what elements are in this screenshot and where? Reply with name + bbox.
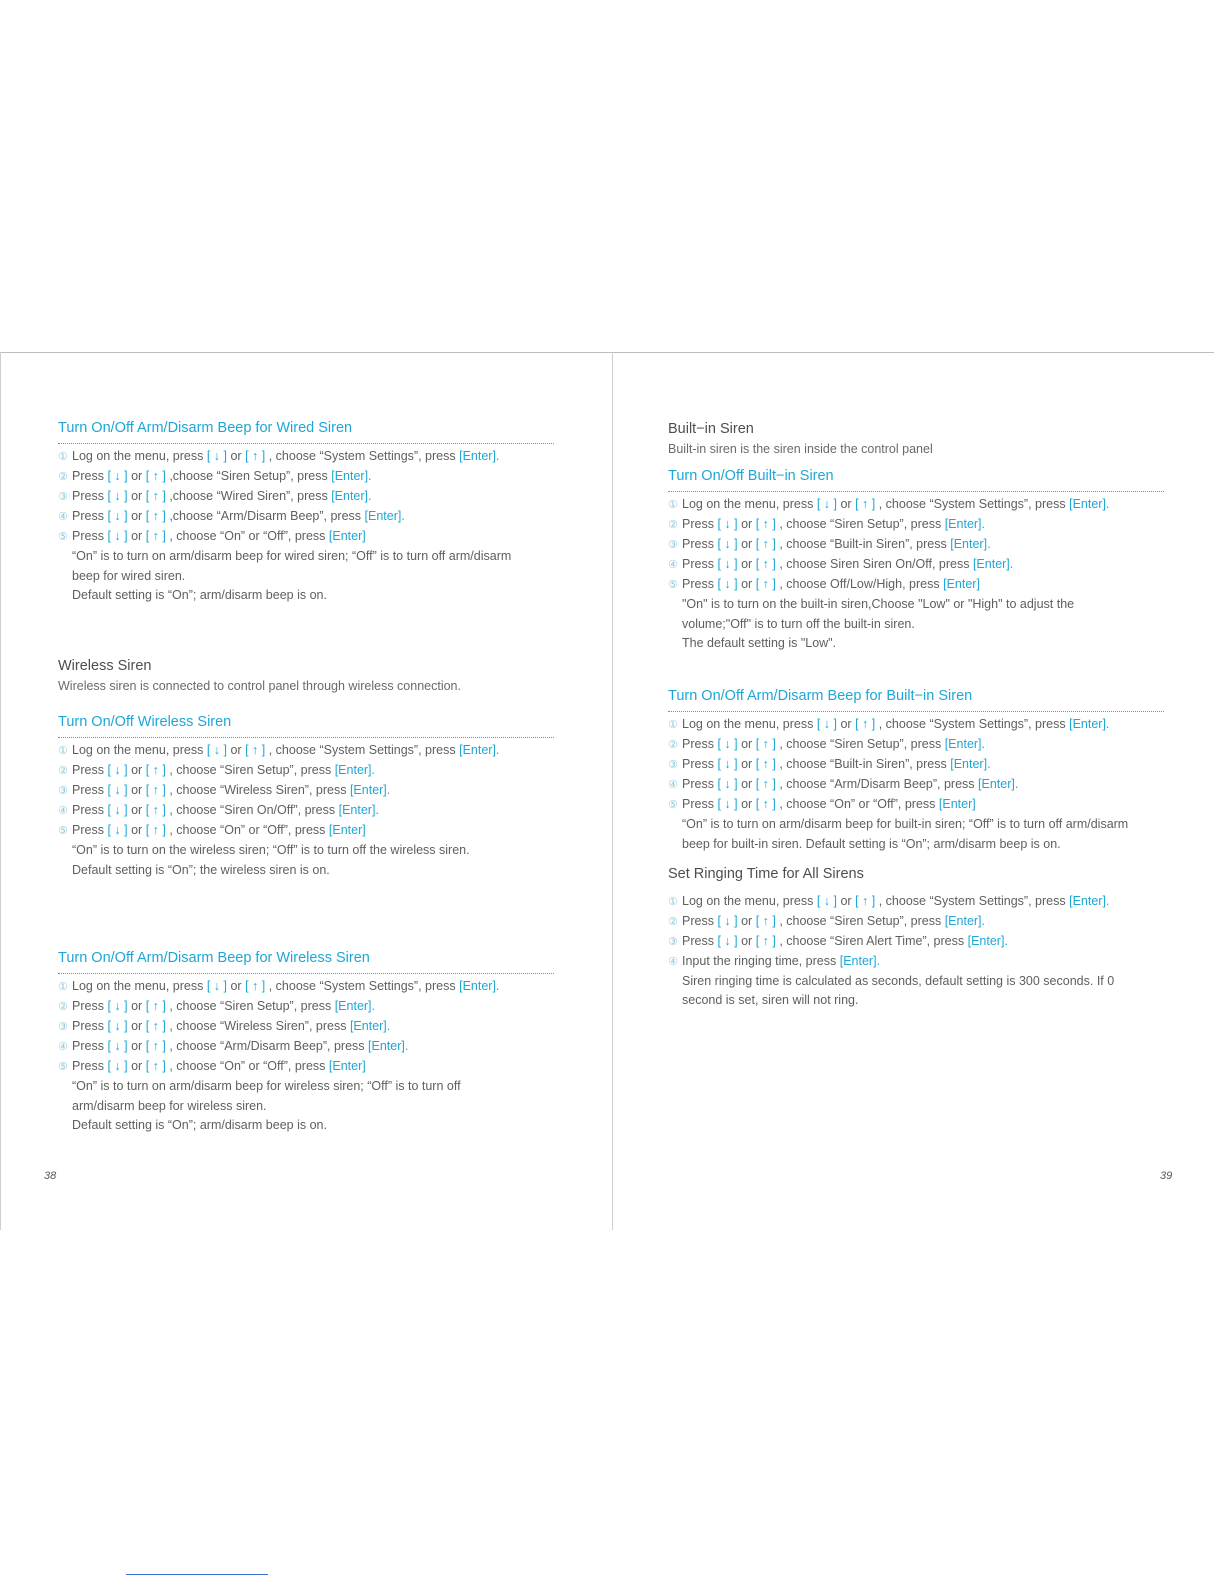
note-line: “On” is to turn on arm/disarm beep for wired siren; “Off” is to turn off arm/disarm <box>72 549 512 564</box>
note-line: The default setting is "Low". <box>682 635 837 650</box>
section-ringing-time <box>668 864 1114 1011</box>
section-title: Turn On/Off Arm/Disarm Beep for Wireless Siren <box>58 950 370 966</box>
step-1: ① Log on the menu, press [ ↓ ] or [ ↑ ] , choose “System Settings”, press [Enter]. <box>58 743 500 757</box>
subsection-description: Built-in siren is the siren inside the control panel <box>668 442 933 456</box>
step-2: ② Press [ ↓ ] or [ ↑ ] , choose “Siren Setup”, press [Enter]. <box>668 914 986 929</box>
note-line: beep for wired siren. <box>72 568 186 583</box>
builtin-siren-intro <box>668 419 933 459</box>
section-builtin-siren <box>668 466 1164 653</box>
dotted-divider <box>58 443 554 444</box>
step-3: ③ Press [ ↓ ] or [ ↑ ] , choose “Siren Alert Time”, press [Enter]. <box>668 934 1008 949</box>
step-1: ① Log on the menu, press [ ↓ ] or [ ↑ ] , choose “System Settings”, press [Enter]. <box>58 979 500 993</box>
step-2: ② Press [ ↓ ] or [ ↑ ] , choose “Siren Setup”, press [Enter]. <box>668 517 986 532</box>
page-top-border <box>0 352 1214 353</box>
note-line: second is set, siren will not ring. <box>682 993 859 1008</box>
step-5: ⑤ Press [ ↓ ] or [ ↑ ] , choose “On” or “Off”, press [Enter] <box>58 823 366 838</box>
step-2: ② Press [ ↓ ] or [ ↑ ] , choose “Siren Setup”, press [Enter]. <box>58 763 376 778</box>
step-5: ⑤ Press [ ↓ ] or [ ↑ ] , choose “On” or “Off”, press [Enter] <box>668 797 976 812</box>
dotted-divider <box>668 711 1164 712</box>
page-number-left: 38 <box>44 1170 57 1182</box>
section-wireless-siren-beep <box>58 948 554 1135</box>
step-2: ② Press [ ↓ ] or [ ↑ ] ,choose “Siren Setup”, press [Enter]. <box>58 469 372 484</box>
step-1: ① Log on the menu, press [ ↓ ] or [ ↑ ] , choose “System Settings”, press [Enter]. <box>668 497 1110 511</box>
note-line: Siren ringing time is calculated as seconds, default setting is 300 seconds. If 0 <box>682 974 1115 989</box>
dotted-divider <box>58 737 554 738</box>
step-3: ③ Press [ ↓ ] or [ ↑ ] , choose “Built-in Siren”, press [Enter]. <box>668 537 991 552</box>
note-line: Default setting is “On”; the wireless siren is on. <box>72 862 330 877</box>
step-5: ⑤ Press [ ↓ ] or [ ↑ ] , choose “On” or “Off”, press [Enter] <box>58 529 366 544</box>
step-3: ③ Press [ ↓ ] or [ ↑ ] , choose “Wireless Siren”, press [Enter]. <box>58 783 391 798</box>
section-title: Turn On/Off Arm/Disarm Beep for Built−in Siren <box>668 688 973 704</box>
note-line: “On” is to turn on the wireless siren; “Off” is to turn off the wireless siren. <box>72 843 470 858</box>
step-2: ② Press [ ↓ ] or [ ↑ ] , choose “Siren Setup”, press [Enter]. <box>668 737 986 752</box>
subsection-title: Wireless Siren <box>58 658 152 674</box>
dotted-divider <box>668 491 1164 492</box>
section-title: Turn On/Off Arm/Disarm Beep for Wired Siren <box>58 420 353 436</box>
step-4: ④ Press [ ↓ ] or [ ↑ ] , choose “Arm/Disarm Beep”, press [Enter]. <box>668 777 1019 792</box>
section-wireless-siren <box>58 712 554 880</box>
step-1: ① Log on the menu, press [ ↓ ] or [ ↑ ] , choose “System Settings”, press [Enter]. <box>668 894 1110 908</box>
section-title: Turn On/Off Built−in Siren <box>668 468 834 484</box>
step-3: ③ Press [ ↓ ] or [ ↑ ] , choose “Wireless Siren”, press [Enter]. <box>58 1019 391 1034</box>
subsection-description: Wireless siren is connected to control panel through wireless connection. <box>58 679 461 693</box>
step-4: ④ Press [ ↓ ] or [ ↑ ] ,choose “Arm/Disarm Beep”, press [Enter]. <box>58 509 405 524</box>
subsection-title: Built−in Siren <box>668 421 754 437</box>
note-line: beep for built-in siren. Default setting is “On”; arm/disarm beep is on. <box>682 836 1061 851</box>
note-line: “On” is to turn on arm/disarm beep for built-in siren; “Off” is to turn off arm/disarm <box>682 817 1129 832</box>
step-1: ① Log on the menu, press [ ↓ ] or [ ↑ ] , choose “System Settings”, press [Enter]. <box>58 449 500 463</box>
step-4: ④ Press [ ↓ ] or [ ↑ ] , choose “Arm/Disarm Beep”, press [Enter]. <box>58 1039 409 1054</box>
page-left-border <box>0 352 1 1230</box>
step-5: ⑤ Press [ ↓ ] or [ ↑ ] , choose Off/Low/High, press [Enter] <box>668 577 980 592</box>
wireless-siren-intro <box>58 656 461 696</box>
step-4: ④ Press [ ↓ ] or [ ↑ ] , choose “Siren On/Off”, press [Enter]. <box>58 803 379 818</box>
step-3: ③ Press [ ↓ ] or [ ↑ ] , choose “Built-in Siren”, press [Enter]. <box>668 757 991 772</box>
note-line: volume;"Off" is to turn off the built-in siren. <box>682 616 915 631</box>
step-2: ② Press [ ↓ ] or [ ↑ ] , choose “Siren Setup”, press [Enter]. <box>58 999 376 1014</box>
page-gutter <box>612 352 613 1230</box>
step-1: ① Log on the menu, press [ ↓ ] or [ ↑ ] , choose “System Settings”, press [Enter]. <box>668 717 1110 731</box>
step-4: ④ Input the ringing time, press [Enter]. <box>668 954 881 969</box>
section-wired-siren-beep <box>58 418 554 605</box>
section-title: Set Ringing Time for All Sirens <box>668 866 864 882</box>
step-5: ⑤ Press [ ↓ ] or [ ↑ ] , choose “On” or “Off”, press [Enter] <box>58 1059 366 1074</box>
step-3: ③ Press [ ↓ ] or [ ↑ ] ,choose “Wired Siren”, press [Enter]. <box>58 489 372 504</box>
section-builtin-siren-beep <box>668 686 1164 854</box>
section-title: Turn On/Off Wireless Siren <box>58 714 232 730</box>
step-4: ④ Press [ ↓ ] or [ ↑ ] , choose Siren Siren On/Off, press [Enter]. <box>668 557 1014 572</box>
note-line: “On” is to turn on arm/disarm beep for wireless siren; “Off” is to turn off <box>72 1079 461 1094</box>
note-line: "On" is to turn on the built-in siren,Choose "Low" or "High" to adjust the <box>682 597 1075 612</box>
note-line: Default setting is “On”; arm/disarm beep is on. <box>72 1117 327 1132</box>
note-line: Default setting is “On”; arm/disarm beep is on. <box>72 587 327 602</box>
bottom-underline <box>126 1574 268 1575</box>
note-line: arm/disarm beep for wireless siren. <box>72 1098 267 1113</box>
page-number-right: 39 <box>1160 1170 1173 1182</box>
dotted-divider <box>58 973 554 974</box>
